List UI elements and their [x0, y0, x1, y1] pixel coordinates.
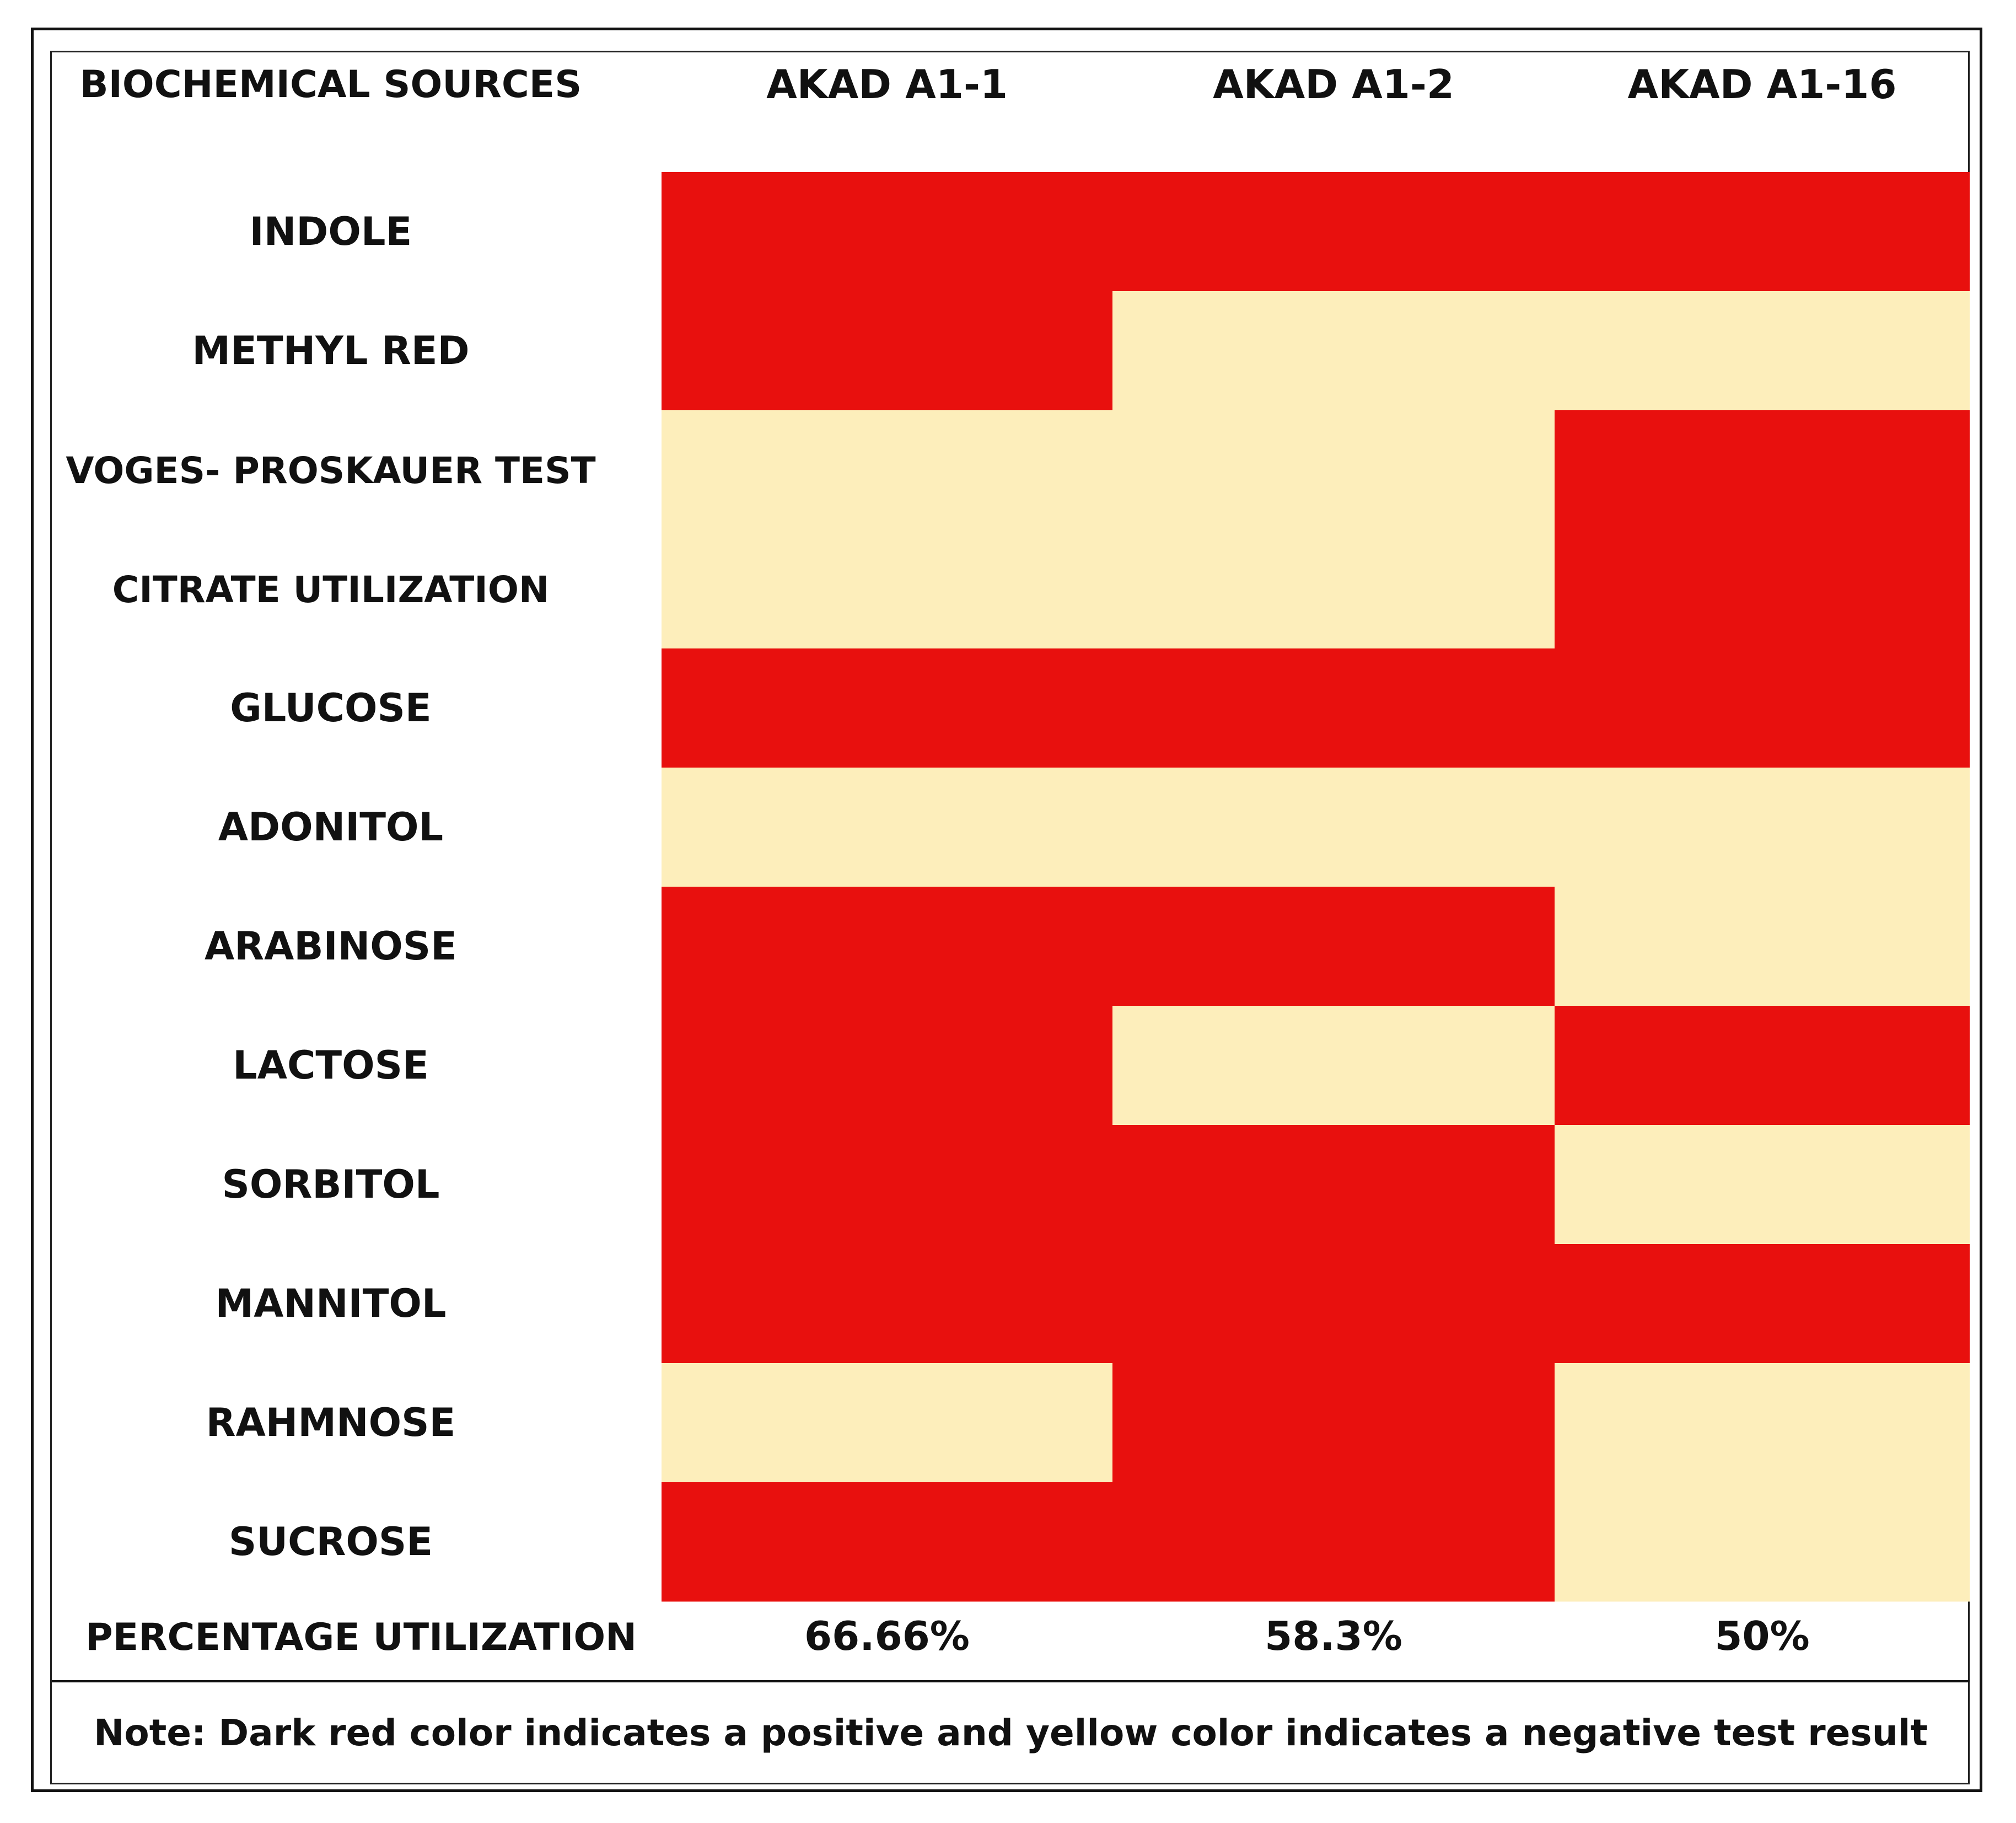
cell-arabinose-akad-a1-2 [1112, 887, 1555, 1006]
cell-lactose-akad-a1-16 [1555, 1006, 1970, 1125]
row-label-sucrose: SUCROSE [228, 1519, 433, 1564]
row-label-lactose: LACTOSE [233, 1043, 429, 1088]
cell-indole-akad-a1-16 [1555, 172, 1970, 292]
heatmap-cells [662, 172, 1970, 1602]
cell-rahmnose-akad-a1-1 [662, 1363, 1112, 1483]
cell-mannitol-akad-a1-1 [662, 1244, 1112, 1364]
cell-rahmnose-akad-a1-2 [1112, 1363, 1555, 1483]
row-label-methyl-red: METHYL RED [192, 328, 470, 373]
cell-citrate-utilization-akad-a1-1 [662, 529, 1112, 649]
cell-indole-akad-a1-1 [662, 172, 1112, 292]
cell-methyl-red-akad-a1-16 [1555, 291, 1970, 411]
row-label-sorbitol: SORBITOL [222, 1162, 440, 1207]
cell-adonitol-akad-a1-1 [662, 768, 1112, 887]
cell-rahmnose-akad-a1-16 [1555, 1363, 1970, 1483]
cell-sucrose-akad-a1-1 [662, 1482, 1112, 1602]
cell-lactose-akad-a1-1 [662, 1006, 1112, 1125]
row-label-rahmnose: RAHMNOSE [206, 1400, 456, 1445]
header-label: BIOCHEMICAL SOURCES [79, 63, 582, 106]
cell-voges-proskauer-test-akad-a1-16 [1555, 410, 1970, 530]
cell-sucrose-akad-a1-16 [1555, 1482, 1970, 1602]
cell-adonitol-akad-a1-2 [1112, 768, 1555, 887]
column-header-akad-a1-2: AKAD A1-2 [1213, 61, 1454, 108]
summary-value-akad-a1-1: 66.66% [804, 1613, 970, 1659]
cell-sucrose-akad-a1-2 [1112, 1482, 1555, 1602]
cell-sorbitol-akad-a1-2 [1112, 1125, 1555, 1245]
cell-sorbitol-akad-a1-16 [1555, 1125, 1970, 1245]
row-label-arabinose: ARABINOSE [205, 924, 457, 969]
note-box [52, 1680, 1970, 1783]
summary-value-akad-a1-2: 58.3% [1265, 1613, 1402, 1659]
row-label-citrate-utilization: CITRATE UTILIZATION [112, 569, 550, 611]
row-label-indole: INDOLE [249, 209, 412, 254]
cell-arabinose-akad-a1-16 [1555, 887, 1970, 1006]
cell-glucose-akad-a1-16 [1555, 648, 1970, 768]
cell-mannitol-akad-a1-16 [1555, 1244, 1970, 1364]
row-label-mannitol: MANNITOL [215, 1281, 447, 1326]
cell-mannitol-akad-a1-2 [1112, 1244, 1555, 1364]
column-header-akad-a1-16: AKAD A1-16 [1627, 61, 1897, 108]
row-label-glucose: GLUCOSE [230, 685, 432, 731]
summary-label: PERCENTAGE UTILIZATION [85, 1616, 637, 1659]
note-text: Note: Dark red color indicates a positive and yellow color indicates a negative test result [94, 1711, 1928, 1754]
cell-indole-akad-a1-2 [1112, 172, 1555, 292]
cell-voges-proskauer-test-akad-a1-2 [1112, 410, 1555, 530]
cell-sorbitol-akad-a1-1 [662, 1125, 1112, 1245]
column-header-akad-a1-1: AKAD A1-1 [766, 61, 1008, 108]
cell-methyl-red-akad-a1-2 [1112, 291, 1555, 411]
row-label-adonitol: ADONITOL [218, 805, 444, 850]
cell-lactose-akad-a1-2 [1112, 1006, 1555, 1125]
cell-citrate-utilization-akad-a1-2 [1112, 529, 1555, 649]
row-label-voges-proskauer-test: VOGES- PROSKAUER TEST [66, 449, 596, 492]
cell-voges-proskauer-test-akad-a1-1 [662, 410, 1112, 530]
summary-value-akad-a1-16: 50% [1714, 1613, 1810, 1659]
cell-arabinose-akad-a1-1 [662, 887, 1112, 1006]
cell-methyl-red-akad-a1-1 [662, 291, 1112, 411]
cell-glucose-akad-a1-2 [1112, 648, 1555, 768]
cell-citrate-utilization-akad-a1-16 [1555, 529, 1970, 649]
cell-glucose-akad-a1-1 [662, 648, 1112, 768]
cell-adonitol-akad-a1-16 [1555, 768, 1970, 887]
